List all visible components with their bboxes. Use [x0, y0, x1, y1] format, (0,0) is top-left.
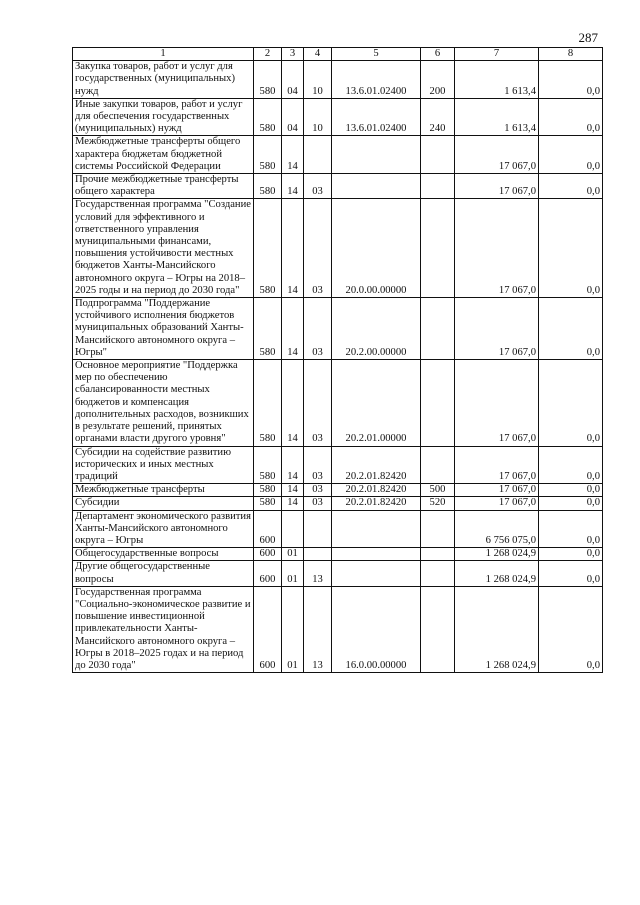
cell-expense-type: [421, 298, 455, 360]
cell-expense-type: [421, 136, 455, 174]
cell-target-article: 20.2.01.00000: [332, 360, 421, 446]
cell-item-name: Общегосударственные вопросы: [73, 548, 254, 561]
cell-expense-type: 240: [421, 98, 455, 136]
cell-item-name: Иные закупки товаров, работ и услуг для обеспечения государственных (муниципальных) нужд: [73, 98, 254, 136]
cell-expense-type: 200: [421, 61, 455, 99]
cell-amount: 17 067,0: [455, 136, 539, 174]
cell-target-article: [332, 510, 421, 548]
cell-target-article: 13.6.01.02400: [332, 61, 421, 99]
cell-expense-type: [421, 199, 455, 298]
cell-amount-extra: 0,0: [539, 561, 603, 586]
cell-target-article: [332, 136, 421, 174]
cell-amount: 17 067,0: [455, 484, 539, 497]
cell-amount-extra: 0,0: [539, 446, 603, 484]
cell-amount-extra: 0,0: [539, 199, 603, 298]
table-row: [73, 360, 603, 446]
cell-chapter-code: [282, 510, 304, 548]
col-header: 6: [421, 48, 455, 61]
cell-chapter-code: 04: [282, 61, 304, 99]
header-row: [73, 48, 603, 61]
cell-amount-extra: 0,0: [539, 484, 603, 497]
cell-subchapter-code: 03: [304, 360, 332, 446]
cell-amount-extra: 0,0: [539, 136, 603, 174]
cell-subchapter-code: [304, 548, 332, 561]
cell-section-code: 580: [254, 497, 282, 510]
cell-subchapter-code: 13: [304, 586, 332, 672]
cell-subchapter-code: [304, 136, 332, 174]
cell-amount: 6 756 075,0: [455, 510, 539, 548]
col-header: 7: [455, 48, 539, 61]
cell-chapter-code: 14: [282, 360, 304, 446]
table-row: [73, 586, 603, 672]
cell-amount: 17 067,0: [455, 199, 539, 298]
table-row: [73, 497, 603, 510]
cell-section-code: 580: [254, 360, 282, 446]
cell-item-name: Государственная программа "Создание условий для эффективного и ответственного управления муниципальными финансами, повышения устойчивости местных бюджетов Ханты-Мансийского автономного округа – Югры на 2018–2025 годы и на период до 2030 года": [73, 199, 254, 298]
cell-target-article: [332, 174, 421, 199]
cell-chapter-code: 01: [282, 561, 304, 586]
cell-subchapter-code: 10: [304, 61, 332, 99]
cell-amount-extra: 0,0: [539, 98, 603, 136]
cell-amount-extra: 0,0: [539, 586, 603, 672]
cell-section-code: 580: [254, 136, 282, 174]
cell-chapter-code: 14: [282, 446, 304, 484]
table-row: [73, 174, 603, 199]
budget-table: [72, 47, 603, 673]
cell-section-code: 580: [254, 199, 282, 298]
cell-chapter-code: 14: [282, 298, 304, 360]
col-header: 8: [539, 48, 603, 61]
cell-subchapter-code: 03: [304, 199, 332, 298]
cell-expense-type: 520: [421, 497, 455, 510]
cell-amount-extra: 0,0: [539, 61, 603, 99]
cell-amount-extra: 0,0: [539, 174, 603, 199]
cell-section-code: 580: [254, 298, 282, 360]
page-number: 287: [578, 30, 598, 45]
cell-amount: 17 067,0: [455, 360, 539, 446]
cell-target-article: [332, 561, 421, 586]
table-row: [73, 298, 603, 360]
cell-expense-type: [421, 174, 455, 199]
cell-amount-extra: 0,0: [539, 510, 603, 548]
cell-amount: 17 067,0: [455, 446, 539, 484]
cell-amount: 1 268 024,9: [455, 548, 539, 561]
cell-chapter-code: 01: [282, 548, 304, 561]
cell-section-code: 580: [254, 484, 282, 497]
cell-subchapter-code: 03: [304, 298, 332, 360]
cell-amount-extra: 0,0: [539, 360, 603, 446]
cell-amount: 1 613,4: [455, 98, 539, 136]
cell-target-article: 20.2.01.82420: [332, 497, 421, 510]
cell-target-article: 20.2.00.00000: [332, 298, 421, 360]
cell-section-code: 580: [254, 98, 282, 136]
cell-expense-type: [421, 446, 455, 484]
cell-amount: 1 613,4: [455, 61, 539, 99]
cell-item-name: Прочие межбюджетные трансферты общего характера: [73, 174, 254, 199]
cell-item-name: Межбюджетные трансферты общего характера бюджетам бюджетной системы Российской Федерации: [73, 136, 254, 174]
cell-amount-extra: 0,0: [539, 548, 603, 561]
cell-item-name: Субсидии на содействие развитию исторических и иных местных традиций: [73, 446, 254, 484]
cell-subchapter-code: 13: [304, 561, 332, 586]
cell-section-code: 580: [254, 446, 282, 484]
cell-item-name: Основное мероприятие "Поддержка мер по обеспечению сбалансированности местных бюджетов и компенсация дополнительных расходов, возникших в результате решений, принятых органами власти другого уровня": [73, 360, 254, 446]
cell-amount: 1 268 024,9: [455, 586, 539, 672]
cell-target-article: 13.6.01.02400: [332, 98, 421, 136]
cell-item-name: Межбюджетные трансферты: [73, 484, 254, 497]
cell-chapter-code: 04: [282, 98, 304, 136]
cell-amount: 17 067,0: [455, 497, 539, 510]
table-row: [73, 446, 603, 484]
cell-item-name: Субсидии: [73, 497, 254, 510]
table-row: [73, 510, 603, 548]
table-row: [73, 561, 603, 586]
cell-item-name: Подпрограмма "Поддержание устойчивого исполнения бюджетов муниципальных образований Ханты-Мансийского автономного округа – Югры": [73, 298, 254, 360]
cell-item-name: Закупка товаров, работ и услуг для государственных (муниципальных) нужд: [73, 61, 254, 99]
cell-chapter-code: 14: [282, 199, 304, 298]
cell-expense-type: [421, 360, 455, 446]
cell-chapter-code: 01: [282, 586, 304, 672]
cell-chapter-code: 14: [282, 136, 304, 174]
cell-section-code: 600: [254, 548, 282, 561]
cell-item-name: Департамент экономического развития Ханты-Мансийского автономного округа – Югры: [73, 510, 254, 548]
cell-section-code: 600: [254, 586, 282, 672]
cell-item-name: Другие общегосударственные вопросы: [73, 561, 254, 586]
cell-target-article: [332, 548, 421, 561]
table-row: [73, 61, 603, 99]
cell-expense-type: [421, 561, 455, 586]
cell-subchapter-code: [304, 510, 332, 548]
col-header: 4: [304, 48, 332, 61]
cell-target-article: 20.0.00.00000: [332, 199, 421, 298]
cell-expense-type: [421, 586, 455, 672]
cell-expense-type: [421, 548, 455, 561]
cell-section-code: 580: [254, 174, 282, 199]
cell-section-code: 580: [254, 61, 282, 99]
col-header: 3: [282, 48, 304, 61]
cell-section-code: 600: [254, 510, 282, 548]
cell-amount-extra: 0,0: [539, 298, 603, 360]
cell-subchapter-code: 03: [304, 484, 332, 497]
cell-amount: 17 067,0: [455, 174, 539, 199]
table-row: [73, 136, 603, 174]
table-row: [73, 484, 603, 497]
cell-amount: 17 067,0: [455, 298, 539, 360]
cell-target-article: 16.0.00.00000: [332, 586, 421, 672]
table-row: [73, 98, 603, 136]
cell-subchapter-code: 10: [304, 98, 332, 136]
cell-target-article: 20.2.01.82420: [332, 446, 421, 484]
col-header: 5: [332, 48, 421, 61]
table-row: [73, 548, 603, 561]
cell-amount: 1 268 024,9: [455, 561, 539, 586]
cell-subchapter-code: 03: [304, 446, 332, 484]
cell-target-article: 20.2.01.82420: [332, 484, 421, 497]
col-header: 2: [254, 48, 282, 61]
table-body: [73, 61, 603, 673]
cell-expense-type: [421, 510, 455, 548]
cell-chapter-code: 14: [282, 497, 304, 510]
cell-chapter-code: 14: [282, 484, 304, 497]
cell-expense-type: 500: [421, 484, 455, 497]
cell-section-code: 600: [254, 561, 282, 586]
cell-amount-extra: 0,0: [539, 497, 603, 510]
cell-subchapter-code: 03: [304, 174, 332, 199]
table-row: [73, 199, 603, 298]
col-header: 1: [73, 48, 254, 61]
cell-chapter-code: 14: [282, 174, 304, 199]
cell-item-name: Государственная программа "Социально-экономическое развитие и повышение инвестиционной привлекательности Ханты-Мансийского автономного округа – Югры в 2018–2025 годах и на период до 2030 года": [73, 586, 254, 672]
cell-subchapter-code: 03: [304, 497, 332, 510]
